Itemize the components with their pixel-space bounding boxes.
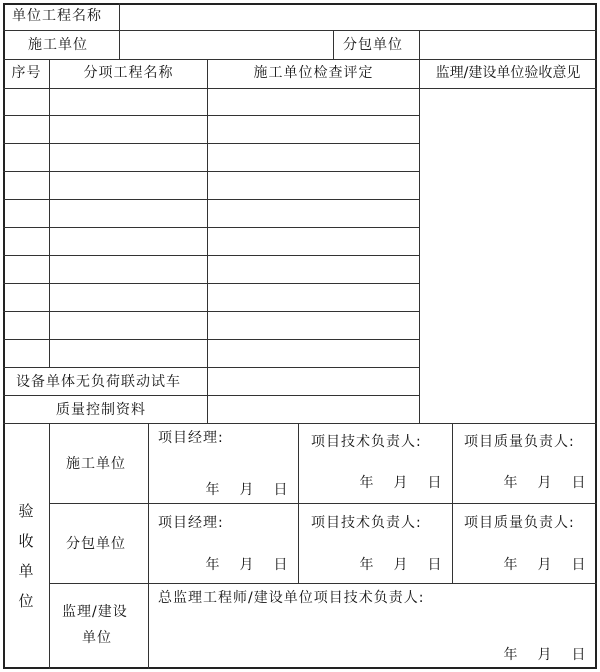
date-signature: 年 月 日 (205, 482, 289, 498)
date-signature: 年 月 日 (205, 557, 289, 573)
column-header-supervision-opinion: 监理/建设单位验收意见 (435, 65, 581, 81)
column-header-no: 序号 (11, 65, 42, 81)
acceptance-unit-label: 验 收 单 位 (18, 502, 34, 610)
quality-lead-label: 项目质量负责人: (464, 434, 575, 450)
chief-supervisor-label: 总监理工程师/建设单位项目技术负责人: (158, 590, 425, 606)
tech-lead-label: 项目技术负责人: (311, 434, 422, 450)
date-signature: 年 月 日 (503, 475, 587, 491)
date-signature: 年 月 日 (359, 475, 443, 491)
date-signature: 年 月 日 (503, 557, 587, 573)
column-header-construction-check: 施工单位检查评定 (253, 65, 374, 81)
project-manager-label: 项目经理: (158, 430, 224, 446)
quality-lead-label: 项目质量负责人: (464, 515, 575, 531)
quality-control-label: 质量控制资料 (56, 402, 146, 418)
tech-lead-label: 项目技术负责人: (311, 515, 422, 531)
column-header-item-name: 分项工程名称 (83, 65, 174, 81)
acceptance-subcontract-unit: 分包单位 (66, 536, 126, 552)
construction-unit-label: 施工单位 (28, 37, 88, 53)
date-signature: 年 月 日 (503, 647, 587, 663)
trial-run-label: 设备单体无负荷联动试车 (16, 374, 181, 390)
unit-project-name-label: 单位工程名称 (12, 8, 102, 24)
subcontract-unit-label: 分包单位 (343, 37, 403, 53)
acceptance-construction-unit: 施工单位 (66, 456, 126, 472)
date-signature: 年 月 日 (359, 557, 443, 573)
acceptance-supervision-unit-2: 单位 (82, 630, 112, 646)
project-manager-label: 项目经理: (158, 515, 224, 531)
acceptance-supervision-unit: 监理/建设 (62, 604, 128, 620)
